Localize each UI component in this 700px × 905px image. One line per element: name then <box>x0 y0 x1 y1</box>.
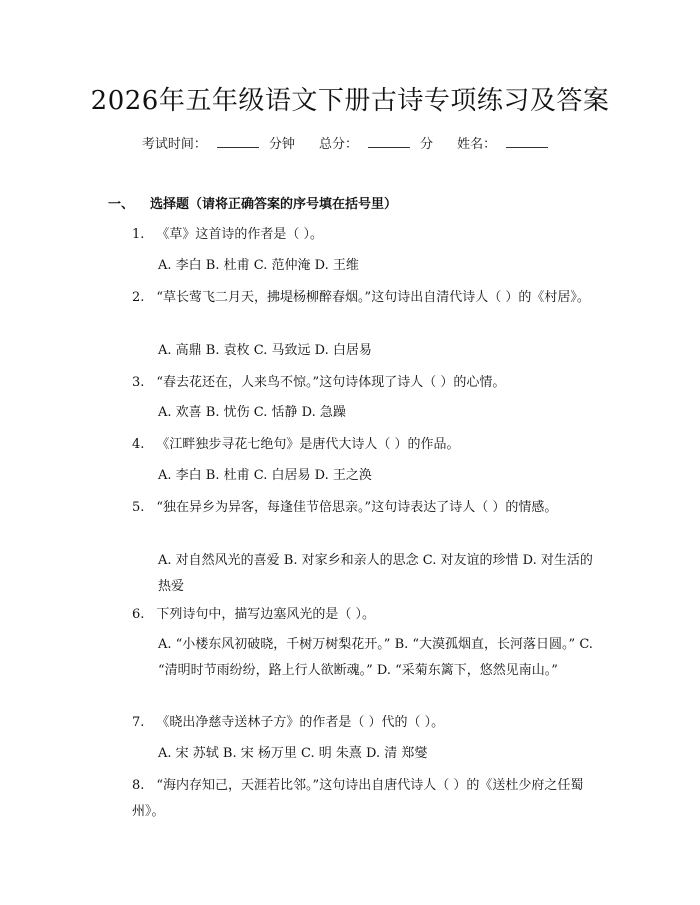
question-number: 5. <box>132 500 145 515</box>
score-blank <box>368 137 410 148</box>
section-number: 一、 <box>108 197 135 212</box>
question-8 <box>108 773 593 825</box>
question-number: 8. <box>132 778 145 793</box>
question-7 <box>108 710 593 736</box>
name-blank <box>506 137 548 148</box>
question-5 <box>108 495 593 521</box>
question-text: “独在异乡为异客，每逢佳节倍思亲。”这句诗表达了诗人（ ）的情感。 <box>156 500 558 515</box>
question-6 <box>108 602 593 628</box>
question-number: 1. <box>132 227 145 242</box>
question-number: 2. <box>132 290 145 305</box>
question-text: 下列诗句中，描写边塞风光的是（ ）。 <box>156 607 376 622</box>
page-title: 2026年五年级语文下册古诗专项练习及答案 <box>90 86 610 116</box>
question-text: “草长莺飞二月天，拂堤杨柳醉春烟。”这句诗出自清代诗人（ ）的《村居》。 <box>156 290 590 305</box>
question-1-options: A. 李白 B. 杜甫 C. 范仲淹 D. 王维 <box>158 258 359 273</box>
exam-score: 总分： 分 <box>318 137 434 152</box>
question-number: 4. <box>132 437 145 452</box>
section-title: 选择题（请将正确答案的序号填在括号里） <box>150 197 398 212</box>
question-number: 3. <box>132 375 145 390</box>
question-text: “海内存知己，天涯若比邻。”这句诗出自唐代诗人（ ）的《送杜少府之任蜀州》。 <box>132 778 584 819</box>
exam-name: 姓名： <box>457 137 558 152</box>
question-2 <box>108 285 593 311</box>
question-text: “春去花还在，人来鸟不惊。”这句诗体现了诗人（ ）的心情。 <box>156 375 506 390</box>
section-heading <box>108 193 397 212</box>
question-5-options: A. 对自然风光的喜爱 B. 对家乡和亲人的思念 C. 对友谊的珍惜 D. 对生活的热爱 <box>158 553 593 594</box>
question-text: 《草》这首诗的作者是（ ）。 <box>156 227 324 242</box>
question-4-options: A. 李白 B. 杜甫 C. 白居易 D. 王之涣 <box>158 468 372 483</box>
question-2-options: A. 高鼎 B. 袁枚 C. 马致远 D. 白居易 <box>158 343 372 358</box>
question-text: 《晓出净慈寺送林子方》的作者是（ ）代的（ ）。 <box>156 715 445 730</box>
exam-time: 考试时间： 分钟 <box>141 137 295 152</box>
question-6-options: A. “小楼东风初破晓，千树万树梨花开。” B. “大漠孤烟直，长河落日圆。” C. “清明时节雨纷纷，路上行人欲断魂。” D. “采菊东篱下，悠然见南山。” <box>158 637 593 678</box>
question-7-options: A. 宋 苏轼 B. 宋 杨万里 C. 明 朱熹 D. 清 郑燮 <box>158 746 428 761</box>
question-number: 6. <box>132 607 145 622</box>
question-number: 7. <box>132 715 145 730</box>
time-blank <box>217 137 259 148</box>
question-3-options: A. 欢喜 B. 忧伤 C. 恬静 D. 急躁 <box>158 405 346 420</box>
question-3 <box>108 370 593 396</box>
question-1 <box>108 222 593 248</box>
question-4 <box>108 432 593 458</box>
question-text: 《江畔独步寻花七绝句》是唐代大诗人（ ）的作品。 <box>156 437 460 452</box>
exam-info <box>0 133 700 152</box>
